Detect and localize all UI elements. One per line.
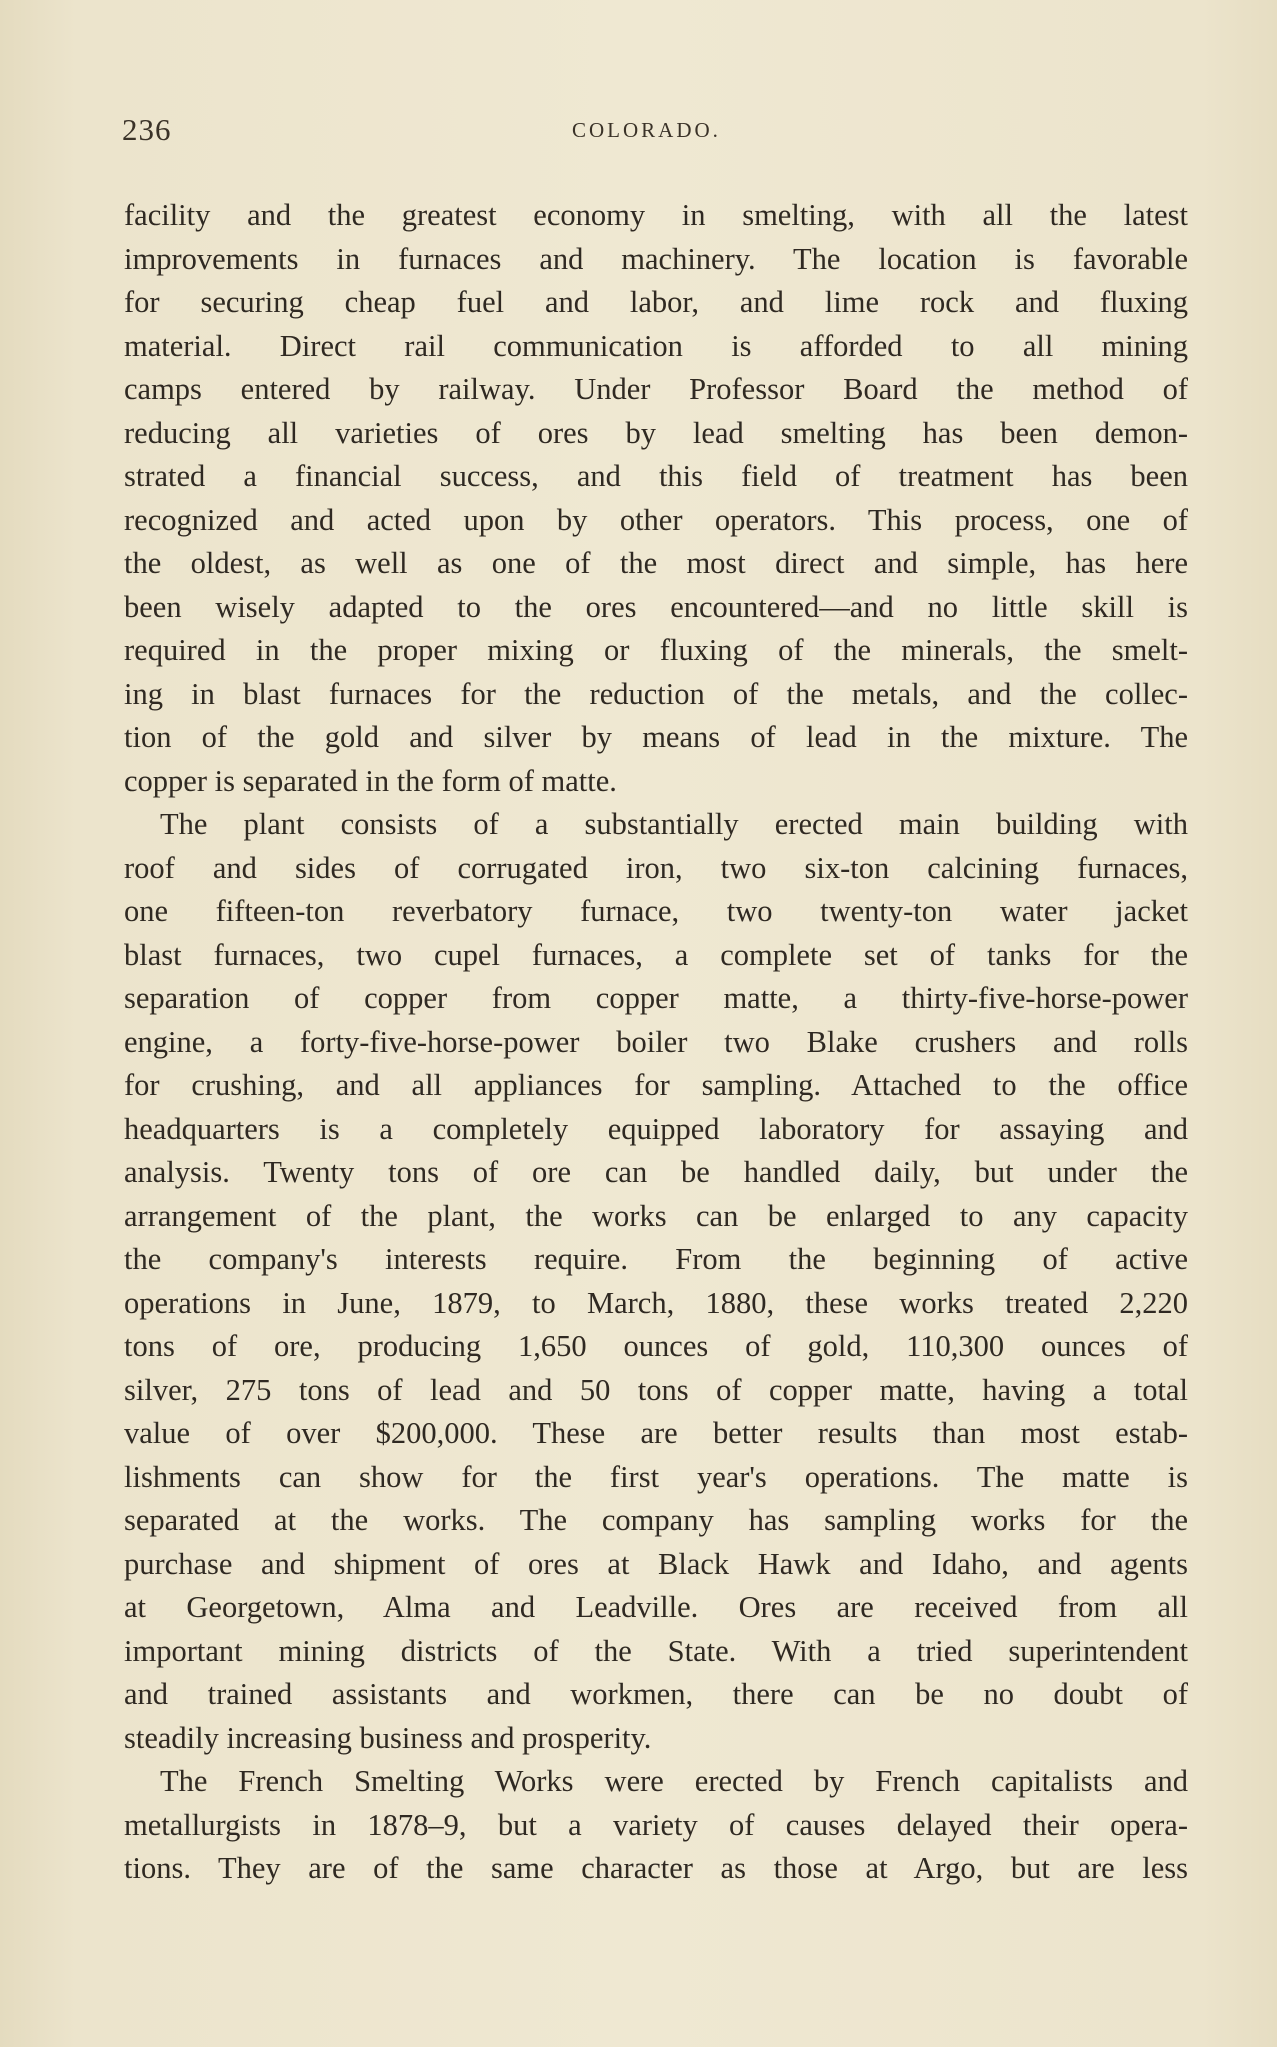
text-line: arrangement of the plant, the works can be enlarged to any capacity [124, 1198, 1188, 1233]
paragraph [124, 194, 1188, 803]
text-line: recognized and acted upon by other operators. This process, one of [124, 502, 1188, 537]
text-line: metallurgists in 1878–9, but a variety of causes delayed their opera- [124, 1807, 1188, 1842]
text-line: improvements in furnaces and machinery. The location is favorable [124, 241, 1188, 276]
page-number: 236 [122, 112, 172, 147]
text-line: analysis. Twenty tons of ore can be handled daily, but under the [124, 1155, 1188, 1189]
text-line: facility and the greatest economy in smelting, with all the latest [124, 198, 1188, 232]
text-line: copper is separated in the form of matte. [124, 763, 617, 798]
text-line: one fifteen-ton reverbatory furnace, two twenty-ton water jacket [124, 894, 1188, 928]
text-line: blast furnaces, two cupel furnaces, a complete set of tanks for the [124, 937, 1188, 972]
text-line: roof and sides of corrugated iron, two six-ton calcining furnaces, [124, 850, 1188, 885]
text-line: important mining districts of the State. With a tried superintendent [124, 1633, 1188, 1668]
text-line: and trained assistants and workmen, there can be no doubt of [124, 1677, 1188, 1711]
text-line: camps entered by railway. Under Professor Board the method of [124, 372, 1188, 406]
text-line: strated a financial success, and this field of treatment has been [124, 459, 1188, 493]
text-line: value of over $200,000. These are better results than most estab- [124, 1416, 1188, 1450]
text-line: steadily increasing business and prosperity. [124, 1720, 652, 1755]
text-line: the company's interests require. From the beginning of active [124, 1242, 1188, 1276]
text-line: lishments can show for the first year's operations. The matte is [124, 1459, 1188, 1494]
text-line: at Georgetown, Alma and Leadville. Ores are received from all [124, 1590, 1188, 1624]
page-header [122, 112, 1188, 152]
text-line: operations in June, 1879, to March, 1880, these works treated 2,220 [124, 1285, 1188, 1320]
running-head: COLORADO. [572, 118, 721, 142]
text-line: engine, a forty-five-horse-power boiler two Blake crushers and rolls [124, 1024, 1188, 1059]
text-line: tons of ore, producing 1,650 ounces of gold, 110,300 ounces of [124, 1329, 1188, 1363]
text-line: tion of the gold and silver by means of lead in the mixture. The [124, 720, 1188, 754]
text-line: ing in blast furnaces for the reduction of the metals, and the collec- [124, 676, 1188, 711]
text-line: The French Smelting Works were erected by French capitalists and [160, 1764, 1188, 1798]
paragraph [124, 1760, 1188, 1891]
text-line: for securing cheap fuel and labor, and lime rock and fluxing [124, 285, 1188, 319]
text-line: silver, 275 tons of lead and 50 tons of copper matte, having a total [124, 1372, 1188, 1407]
text-line: for crushing, and all appliances for sampling. Attached to the office [124, 1068, 1188, 1102]
paragraph [124, 803, 1188, 1760]
text-line: the oldest, as well as one of the most direct and simple, has here [124, 546, 1188, 580]
text-line: The plant consists of a substantially erected main building with [160, 807, 1188, 841]
text-line: been wisely adapted to the ores encountered—and no little skill is [124, 589, 1188, 624]
text-line: required in the proper mixing or fluxing of the minerals, the smelt- [124, 633, 1188, 667]
text-line: material. Direct rail communication is afforded to all mining [124, 328, 1188, 363]
text-line: tions. They are of the same character as those at Argo, but are less [124, 1851, 1188, 1885]
text-line: reducing all varieties of ores by lead smelting has been demon- [124, 415, 1188, 450]
body-text [124, 194, 1188, 1891]
text-line: purchase and shipment of ores at Black Hawk and Idaho, and agents [124, 1546, 1188, 1581]
text-line: headquarters is a completely equipped laboratory for assaying and [124, 1111, 1188, 1146]
text-line: separated at the works. The company has sampling works for the [124, 1503, 1188, 1537]
text-line: separation of copper from copper matte, a thirty-five-horse-power [124, 981, 1188, 1015]
